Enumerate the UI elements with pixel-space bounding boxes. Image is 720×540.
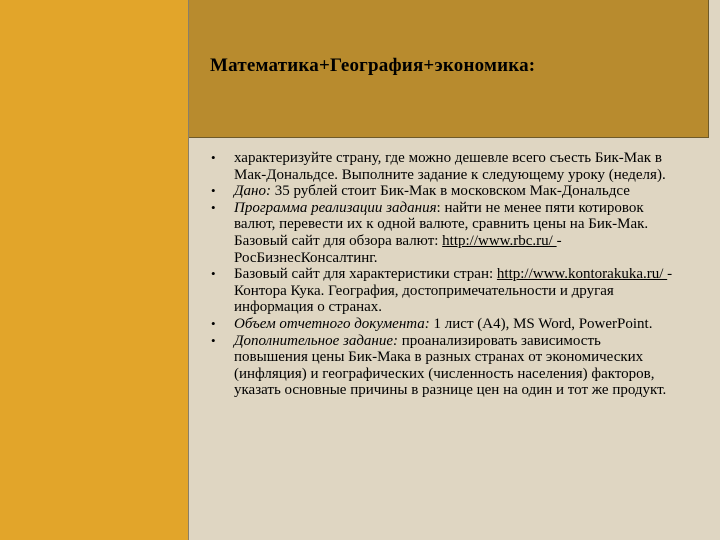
bullet-text: Базовый сайт для характеристики стран: [234,266,497,283]
bullet-item-5 [205,316,675,333]
bullet-dot-icon: • [211,183,216,199]
bullet-lead: Программа реализации задания [234,199,437,216]
bullet-text: проанализировать зависимость повышения цены Бик-Мака в разных странах от экономических (инфляция) и географических (численность населения) факторов, указать основные причины в разнице цен на один и тот же продукт. [234,332,667,399]
bullet-item-6 [205,333,675,399]
kontorakuka-link[interactable]: http://www.kontorakuka.ru/ [496,266,668,283]
bullet-dot-icon: • [211,199,216,215]
bullet-lead: Дано: [234,183,271,200]
bullet-dot-icon: • [211,315,216,331]
rbc-link[interactable]: http://www.rbc.ru/ [442,232,557,249]
bullet-text: 1 лист (А4), MS Word, PowerPoint. [429,315,653,332]
bullet-dot-icon: • [211,332,216,348]
left-accent-panel [0,0,188,540]
bullet-list [205,150,675,399]
bullet-dot-icon: • [211,266,216,282]
slide-title: Математика+География+экономика: [210,55,536,76]
bullet-item-2 [205,183,675,200]
bullet-text-after: - Контора Кука. География, достопримечательности и другая информация о странах. [234,266,673,316]
bullet-item-3 [205,200,675,266]
bullet-item-4 [205,266,675,316]
bullet-text-after: - РосБизнесКонсалтинг. [234,232,562,266]
bullet-text: 35 рублей стоит Бик-Мак в московском Мак-Дональдсе [270,183,630,200]
bullet-item-1 [205,150,675,183]
bullet-lead: Объем отчетного документа: [234,315,430,332]
title-box [189,0,709,138]
bullet-text: характеризуйте страну, где можно дешевле всего съесть Бик-Мак в Мак-Дональдсе. Выполните задание к следующему уроку (неделя). [234,150,666,183]
bullet-lead: Дополнительное задание: [234,332,399,349]
bullet-text: : найти не менее пяти котировок валют, перевести их к одной валюте, сравнить цены на Бик-Мак. Базовый сайт для обзора валют: [234,199,649,249]
bullet-dot-icon: • [211,150,216,165]
